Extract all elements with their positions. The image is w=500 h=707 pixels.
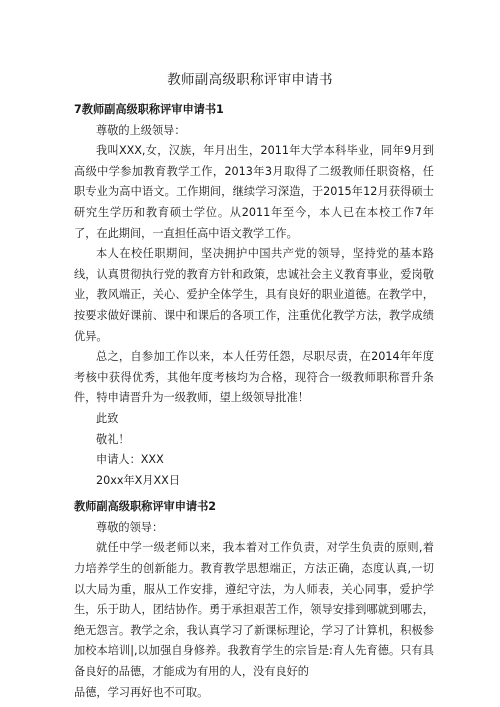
letter2-paragraph: 就任中学一级老师以来，我本着对工作负责，对学生负责的原则,着力培养学生的创新能力。教育教学思想端正，方法正确，态度认真,一切以大局为重，服从工作安排，遵纪守法，为人师表，关心同事，爱护学生，乐于助人，团结协作。勇于承担艰苦工作，领导安排到哪就到哪去，绝无怨言。教学之余，我认真学习了新课标理论，学习了计算机，积极参加校本培训|,以加强自身修养。我教育学生的宗旨是:育人先育德。只有具备良好的品德，才能成为有用的人，没有良好的 <box>74 541 434 679</box>
letter2-paragraph-tail: 品德，学习再好也不可取。 <box>74 685 209 699</box>
document-title: 教师副高级职称评审申请书 <box>167 72 333 88</box>
letter1-paragraph-3: 总之，自参加工作以来，本人任劳任怨，尽职尽责，在2014年年度考核中获得优秀，其他年度考核均为合格，现符合一级教师职称晋升条件，特申请晋升为一级教师，望上级领导批准！ <box>74 350 434 405</box>
letter1-closing-2: 敬礼！ <box>96 432 130 446</box>
letter1-date: 20xx年X月XX日 <box>96 473 181 487</box>
letter1-closing-1: 此致 <box>96 411 119 425</box>
letter1-heading: 7教师副高级职称评审申请书1 <box>74 103 224 116</box>
letter2-salutation: 尊敬的领导： <box>96 520 164 534</box>
letter1-salutation: 尊敬的上级领导： <box>96 123 186 137</box>
document-body <box>74 100 434 703</box>
letter2-heading: 教师副高级职称评审申请书2 <box>74 500 217 514</box>
letter1-paragraph-1: 我叫XXX,女，汉族，年月出生，2011年大学本科毕业，同年9月到高级中学参加教育教学工作，2013年3月取得了二级教师任职资格，任职专业为高中语文。工作期间，继续学习深造，于2015年12月获得硕士研究生学历和教育硕士学位。从2011年至今，本人已在本校工作7年了，在此期间，一直担任高中语文教学工作。 <box>74 144 434 240</box>
letter1-paragraph-2: 本人在校任职期间，坚决拥护中国共产党的领导，坚持党的基本路线，认真贯彻执行党的教育方针和政策，忠诚社会主义教育事业，爱岗敬业，教风端正，关心、爱护全体学生，具有良好的职业道德。在教学中，按要求做好课前、课中和课后的各项工作，注重优化教学方法，教学成绩优异。 <box>74 247 434 343</box>
letter1-applicant: 申请人：XXX <box>96 453 164 467</box>
